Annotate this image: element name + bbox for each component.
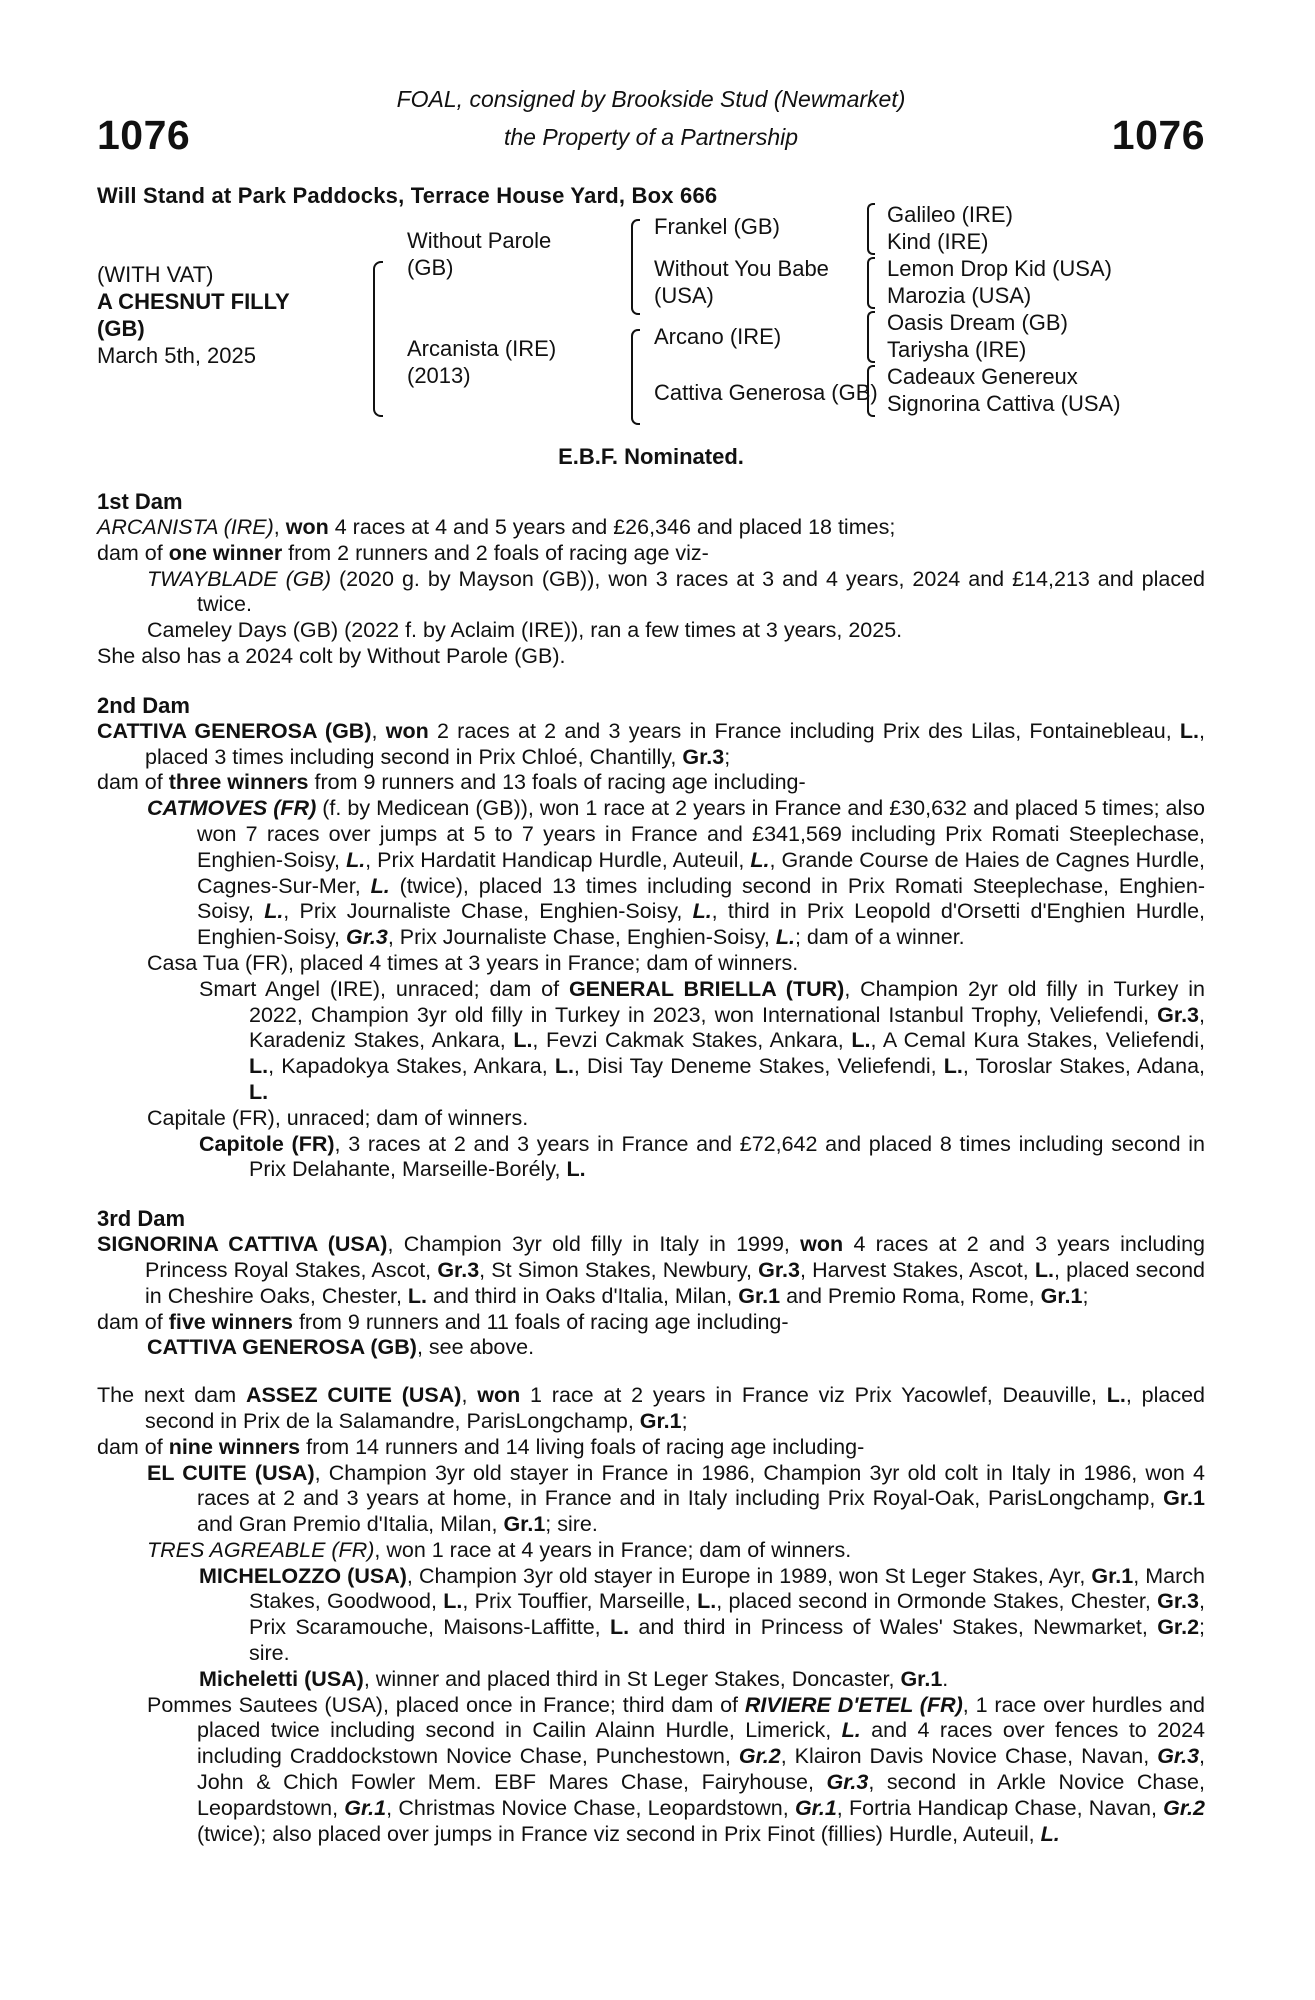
text-run: L. [609, 1615, 630, 1640]
pedigree-sire [407, 227, 551, 281]
pedigree-brace-g4 [867, 365, 875, 417]
dam-year: (2013) [407, 363, 471, 388]
pedigree-brace-g2 [867, 257, 875, 309]
text-run: L. [1106, 1383, 1126, 1408]
pedigree-dam-sire: Arcano (IRE) [654, 324, 782, 349]
section-heading: 2nd Dam [97, 692, 190, 718]
text-run: ; [681, 1408, 688, 1433]
text-run: Gr.1 [1040, 1283, 1083, 1308]
text-run: , Prix Journaliste Chase, Enghien-Soisy, [283, 899, 693, 924]
lot-number-left: 1076 [97, 112, 191, 158]
text-run: Casa Tua (FR), placed 4 times at 3 years in France; dam of winners. [147, 950, 799, 975]
text-run: (2020 g. by Mayson (GB)), won 3 races at 3 and 4 years, 2024 and £14,213 and placed twice. [197, 566, 1206, 617]
text-run: (twice); also placed over jumps in France viz second in Prix Finot (fillies) Hurdle, Auteuil, [197, 1821, 1041, 1846]
pedigree-g8: Signorina Cattiva (USA) [887, 391, 1121, 416]
text-run: L. [1040, 1821, 1060, 1846]
text-run: ; dam of a winner. [794, 925, 965, 950]
text-run: Gr.1 [639, 1408, 682, 1433]
stand-location: Will Stand at Park Paddocks, Terrace House Yard, Box 666 [97, 183, 718, 208]
text-run: and Premio Roma, Rome, [780, 1283, 1041, 1308]
text-run: and third in Oaks d'Italia, Milan, [427, 1283, 739, 1308]
pedigree-paragraph [97, 1667, 1205, 1693]
sire-name: Without Parole [407, 228, 552, 253]
pedigree-paragraph [97, 1383, 1205, 1435]
pedigree-brace-main [373, 261, 383, 417]
text-run: , March Stakes, Goodwood, [249, 1563, 1206, 1614]
text-run: 1 race at 2 years in France viz Prix Yacowlef, Deauville, [520, 1383, 1107, 1408]
text-run: from 9 runners and 13 foals of racing age including- [308, 770, 806, 795]
text-run: Gr.3 [758, 1257, 800, 1282]
text-run: . [942, 1666, 949, 1691]
text-run: (twice), placed 13 times including second in Prix Romati Steeplechase, Enghien-Soisy, [197, 873, 1205, 924]
section-heading: 3rd Dam [97, 1206, 186, 1232]
text-run: won [477, 1383, 521, 1408]
text-run: Capitale (FR), unraced; dam of winners. [147, 1105, 529, 1130]
text-run: five winners [168, 1309, 293, 1334]
text-run: three winners [168, 770, 309, 795]
text-run: dam of [97, 540, 169, 565]
text-run: Gr.3 [1157, 1744, 1200, 1769]
text-run: Gr.1 [344, 1795, 387, 1820]
dam-sections [97, 488, 1205, 1847]
text-run: The next dam [97, 1383, 246, 1408]
pedigree-g7: Cadeaux Genereux [887, 364, 1078, 389]
text-run: , Klairon Davis Novice Chase, Navan, [780, 1744, 1158, 1769]
text-run: 4 races at 4 and 5 years and £26,346 and placed 18 times; [328, 515, 896, 539]
text-run: L. [1034, 1257, 1055, 1282]
text-run: L. [841, 1718, 861, 1743]
third-dam-section [97, 1205, 1205, 1361]
text-run: dam of [97, 1309, 169, 1334]
text-run: ; [724, 744, 731, 769]
text-run: (f. by Medicean (GB)), won 1 race at 2 years in France and £30,632 and placed 5 times; also won 7 races over jumps at 5 to 7 years in France and £341,569 including Prix Romati Steeplechase, Enghien-Soisy, [197, 796, 1206, 872]
text-run: , placed second in Prix de la Salamandre, ParisLongchamp, [145, 1383, 1205, 1433]
pedigree-paragraph [97, 1435, 1205, 1461]
text-run: , won 1 race at 4 years in France; dam of winners. [374, 1537, 852, 1562]
pedigree-subject [97, 261, 357, 369]
text-run: won [385, 718, 429, 743]
pedigree-paragraph [97, 1232, 1205, 1309]
text-run: Gr.3 [346, 925, 388, 950]
pedigree-g2: Kind (IRE) [887, 229, 989, 254]
text-run: , second in Arkle Novice Chase, Leopardstown, [197, 1770, 1205, 1820]
text-run: GENERAL BRIELLA (TUR) [568, 976, 845, 1001]
subject-origin: (GB) [97, 316, 145, 341]
pedigree-brace-g3 [867, 311, 875, 363]
text-run: Gr.3 [1157, 1002, 1200, 1027]
pedigree-paragraph [97, 541, 1205, 567]
text-run: L. [554, 1054, 574, 1079]
text-run: L. [692, 899, 712, 924]
text-run: Gr.1 [503, 1512, 546, 1537]
pedigree-paragraph [97, 1461, 1205, 1538]
pedigree-dam-dam: Cattiva Generosa (GB) [654, 380, 878, 405]
text-run: L. [249, 1079, 269, 1104]
pedigree-table [97, 202, 1205, 444]
text-run: , Prix Journaliste Chase, Enghien-Soisy, [387, 925, 776, 950]
text-run: and Gran Premio d'Italia, Milan, [197, 1512, 504, 1537]
pedigree-g1: Galileo (IRE) [887, 202, 1013, 227]
text-run: TWAYBLADE (GB) [147, 566, 331, 591]
first-dam-section [97, 488, 1205, 670]
text-run: L. [750, 847, 770, 872]
vat-note: (WITH VAT) [97, 262, 214, 287]
text-run: , Karadeniz Stakes, Ankara, [249, 1002, 1205, 1053]
text-run: Gr.3 [682, 744, 725, 769]
text-run: one winner [168, 540, 283, 565]
text-run: and third in Princess of Wales' Stakes, Newmarket, [629, 1615, 1158, 1640]
text-run: CATTIVA GENEROSA (GB) [147, 1335, 417, 1360]
text-run: , Fevzi Cakmak Stakes, Ankara, [532, 1028, 852, 1053]
text-run: L. [851, 1028, 871, 1053]
text-run: from 14 runners and 14 living foals of racing age including- [300, 1434, 865, 1459]
pedigree-paragraph [97, 644, 1205, 670]
text-run: 2 races at 2 and 3 years in France including Prix des Lilas, Fontainebleau, [428, 718, 1180, 743]
text-run: Gr.3 [826, 1770, 869, 1795]
text-run: , winner and placed third in St Leger Stakes, Doncaster, [363, 1666, 901, 1691]
text-run: from 9 runners and 11 foals of racing age including- [292, 1309, 789, 1334]
text-run: Gr.1 [1163, 1486, 1205, 1511]
text-run: , Disi Tay Deneme Stakes, Veliefendi, [573, 1054, 944, 1079]
text-run: , A Cemal Kura Stakes, Veliefendi, [870, 1028, 1206, 1053]
pedigree-g5: Oasis Dream (GB) [887, 310, 1068, 335]
text-run: , Christmas Novice Chase, Leopardstown, [386, 1795, 795, 1820]
text-run: won [800, 1232, 844, 1257]
text-run: Capitole (FR) [199, 1131, 335, 1156]
text-run: Smart Angel (IRE), unraced; dam of [199, 976, 569, 1001]
text-run: L. [775, 925, 795, 950]
text-run: and 4 races over fences to 2024 including Craddockstown Novice Chase, Punchestown, [197, 1718, 1205, 1769]
text-run: , John & Chich Fowler Mem. EBF Mares Chase, Fairyhouse, [197, 1744, 1206, 1795]
text-run: Gr.1 [738, 1283, 781, 1308]
sire-dam-name: Without You Babe [654, 256, 829, 281]
text-run: Cameley Days (GB) (2022 f. by Aclaim (IRE)), ran a few times at 3 years, 2025. [147, 618, 903, 643]
pedigree-g6: Tariysha (IRE) [887, 337, 1027, 362]
text-run: L. [697, 1589, 717, 1614]
text-run: L. [346, 847, 366, 872]
text-run: L. [370, 873, 390, 898]
text-run: ; [1082, 1283, 1089, 1308]
pedigree-paragraph [97, 515, 1205, 541]
catalogue-page [97, 80, 1205, 1847]
pedigree-paragraph [97, 719, 1205, 771]
text-run: Gr.1 [1091, 1563, 1134, 1588]
text-run: She also has a 2024 colt by Without Parole (GB). [97, 643, 566, 668]
section-heading: 1st Dam [97, 489, 183, 514]
text-run: Gr.2 [1157, 1615, 1200, 1640]
pedigree-paragraph [97, 951, 1205, 977]
text-run: , Champion 3yr old stayer in Europe in 1989, won St Leger Stakes, Ayr, [406, 1563, 1092, 1588]
text-run: , 1 race over hurdles and placed twice including second in Cailin Alainn Hurdle, Limerick, [197, 1692, 1205, 1743]
lot-header [97, 80, 1205, 185]
text-run: ARCANISTA (IRE) [97, 515, 274, 539]
text-run: , 3 races at 2 and 3 years in France and £72,642 and placed 8 times including second in Prix Delahante, Marseille-Borély, [249, 1131, 1205, 1182]
text-run: , placed 3 times including second in Prix Chloé, Chantilly, [145, 718, 1206, 769]
text-run: Pommes Sautees (USA), placed once in France; third dam of [147, 1692, 745, 1717]
pedigree-sire-sire: Frankel (GB) [654, 214, 780, 239]
text-run: , Kapadokya Stakes, Ankara, [268, 1054, 555, 1079]
subject-dob: March 5th, 2025 [97, 343, 256, 368]
text-run: , Prix Scaramouche, Maisons-Laffitte, [249, 1589, 1205, 1640]
text-run: dam of [97, 1434, 169, 1459]
text-run: RIVIERE D'ETEL (FR) [744, 1692, 963, 1717]
text-run: won [285, 515, 329, 539]
pedigree-g3: Lemon Drop Kid (USA) [887, 256, 1112, 281]
pedigree-paragraph [97, 567, 1205, 619]
pedigree-brace-sire [631, 219, 640, 315]
pedigree-paragraph [97, 1310, 1205, 1336]
text-run: L. [407, 1283, 428, 1308]
text-run: Gr.2 [1163, 1795, 1205, 1820]
next-dam-section [97, 1383, 1205, 1847]
text-run: , Prix Touffier, Marseille, [462, 1589, 698, 1614]
text-run: L. [513, 1028, 533, 1053]
text-run: L. [943, 1054, 963, 1079]
ebf-nomination: E.B.F. Nominated. [558, 444, 744, 469]
pedigree-paragraph [97, 1106, 1205, 1132]
text-run: , third in Prix Leopold d'Orsetti d'Enghien Hurdle, Enghien-Soisy, [197, 899, 1205, 950]
text-run: 4 races at 2 and 3 years including Princess Royal Stakes, Ascot, [145, 1232, 1206, 1282]
pedigree-sire-dam [654, 255, 829, 309]
pedigree-paragraph [97, 796, 1205, 951]
dam-name: Arcanista (IRE) [407, 336, 557, 361]
text-run: MICHELOZZO (USA) [199, 1563, 407, 1588]
text-run: L. [264, 899, 284, 924]
text-run: Gr.3 [437, 1257, 480, 1282]
subject-name: A CHESNUT FILLY [97, 289, 290, 314]
text-run: , placed second in Ormonde Stakes, Chester, [716, 1589, 1158, 1614]
text-run: from 2 runners and 2 foals of racing age viz- [282, 540, 709, 565]
pedigree-paragraph [97, 1564, 1205, 1667]
text-run: L. [249, 1054, 269, 1079]
consignor-line: FOAL, consigned by Brookside Stud (Newmarket) [396, 86, 906, 112]
text-run: , St Simon Stakes, Newbury, [479, 1257, 759, 1282]
text-run: CATMOVES (FR) [147, 796, 317, 821]
text-run: CATTIVA GENEROSA (GB) [97, 718, 372, 743]
pedigree-dam [407, 335, 556, 389]
text-run: Gr.1 [900, 1666, 943, 1691]
text-run: Gr.3 [1157, 1589, 1199, 1614]
pedigree-paragraph [97, 1538, 1205, 1564]
pedigree-paragraph [97, 618, 1205, 644]
sire-dam-origin: (USA) [654, 283, 714, 308]
text-run: ; sire. [545, 1512, 598, 1537]
text-run: TRES AGREABLE (FR) [147, 1537, 375, 1562]
lot-number-right: 1076 [1111, 112, 1205, 158]
text-run: dam of [97, 770, 169, 795]
text-run: , [273, 515, 286, 539]
text-run: , [371, 718, 386, 743]
text-run: L. [1179, 718, 1200, 743]
text-run: SIGNORINA CATTIVA (USA) [97, 1232, 388, 1257]
pedigree-g4: Marozia (USA) [887, 283, 1032, 308]
second-dam-section [97, 692, 1205, 1183]
text-run: , placed second in Cheshire Oaks, Chester, [145, 1257, 1205, 1308]
property-line: the Property of a Partnership [503, 124, 799, 150]
text-run: , Grande Course de Haies de Cagnes Hurdle, Cagnes-Sur-Mer, [197, 847, 1205, 898]
pedigree-paragraph [97, 770, 1205, 796]
text-run: , Champion 3yr old filly in Italy in 1999, [387, 1232, 801, 1257]
text-run: Gr.2 [738, 1744, 781, 1769]
text-run: Gr.1 [794, 1795, 837, 1820]
text-run: nine winners [168, 1434, 301, 1459]
pedigree-paragraph [97, 977, 1205, 1106]
text-run: L. [566, 1157, 586, 1182]
text-run: , Harvest Stakes, Ascot, [799, 1257, 1035, 1282]
text-run: , see above. [416, 1335, 535, 1360]
text-run: , Toroslar Stakes, Adana, [962, 1054, 1205, 1079]
text-run: EL CUITE (USA) [147, 1460, 315, 1485]
text-run: , Fortria Handicap Chase, Navan, [836, 1795, 1164, 1820]
text-run: L. [443, 1589, 463, 1614]
text-run: , Prix Hardatit Handicap Hurdle, Auteuil, [365, 847, 751, 872]
text-run: , [461, 1383, 478, 1408]
text-run: , Champion 2yr old filly in Turkey in 2022, Champion 3yr old filly in Turkey in 2023, won International Istanbul Trophy, Veliefendi, [249, 976, 1206, 1027]
pedigree-paragraph [97, 1693, 1205, 1848]
sire-origin: (GB) [407, 255, 454, 280]
pedigree-paragraph [97, 1132, 1205, 1184]
text-run: Micheletti (USA) [199, 1666, 364, 1691]
pedigree-paragraph [97, 1335, 1205, 1361]
pedigree-brace-g1 [867, 203, 875, 255]
pedigree-brace-dam [631, 329, 640, 425]
text-run: ; sire. [249, 1615, 1206, 1666]
text-run: , Champion 3yr old stayer in France in 1986, Champion 3yr old colt in Italy in 1986, won 4 races at 2 and 3 years at home, in France and in Italy including Prix Royal-Oak, ParisLongchamp, [197, 1460, 1205, 1511]
text-run: ASSEZ CUITE (USA) [245, 1383, 462, 1408]
